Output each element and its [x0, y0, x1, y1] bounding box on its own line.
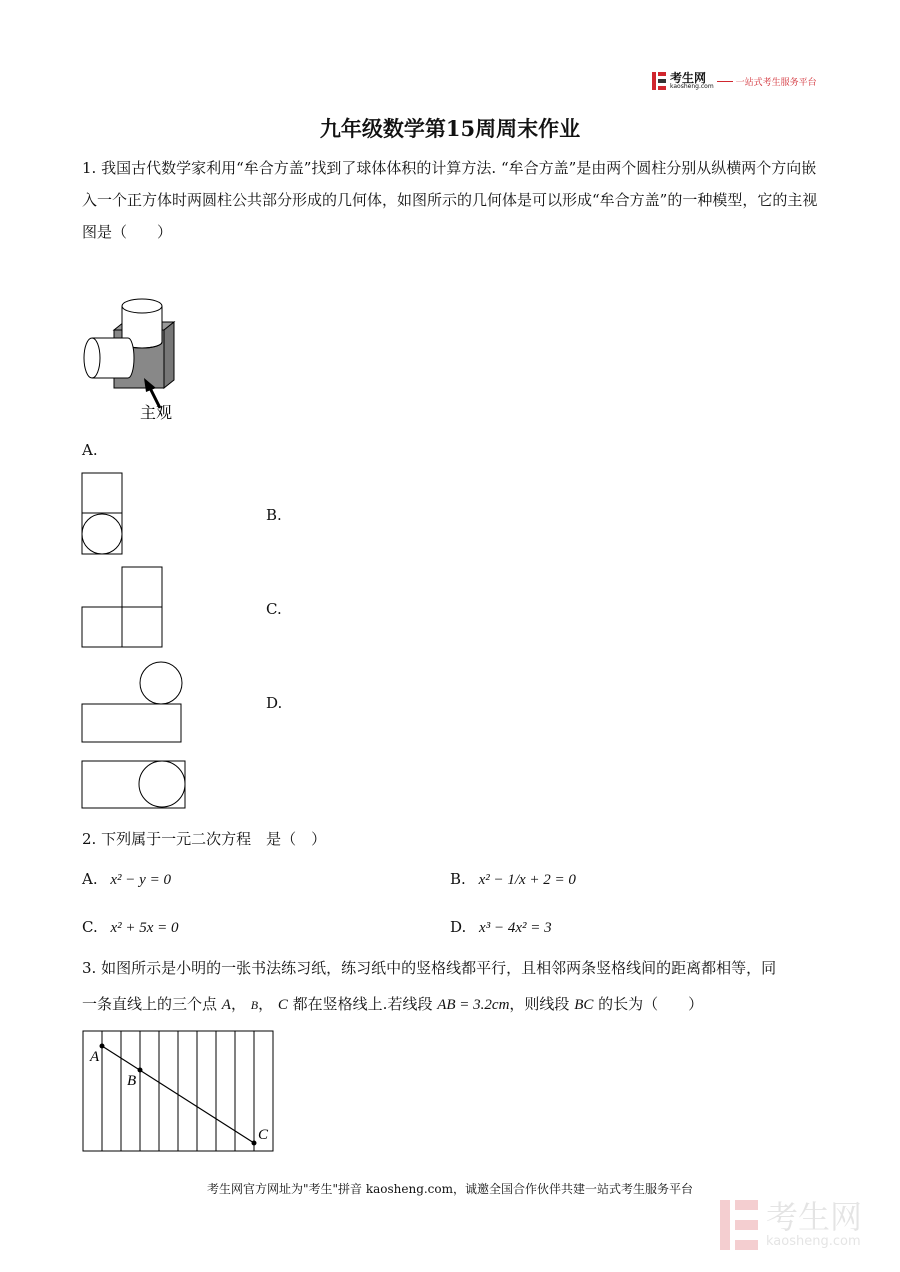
point-c-label: C [258, 1127, 269, 1143]
q2-option-a-label: A. [82, 870, 98, 888]
header-slogan: 一站式考生服务平台 [735, 77, 817, 88]
q3-point-a-inline: A [221, 997, 231, 1013]
q3-ab-expr: AB = 3.2cm [437, 997, 510, 1013]
q1-solid-figure [78, 292, 208, 427]
q2-option-a-expr: x² − y = 0 [110, 872, 171, 888]
q1-option-b-label[interactable]: B. [266, 506, 282, 524]
q3-text-part-d: 的长为（ ） [598, 995, 704, 1013]
kaosheng-logo-icon [652, 72, 666, 90]
q2-option-c[interactable] [82, 918, 179, 937]
footer-text: 考生网官方网址为"考生"拼音 kaosheng.com，诚邀全国合作伙伴共建一站式考生服务平台 [206, 1182, 694, 1196]
logo-text: 考生网 [670, 71, 707, 85]
watermark-text: 考生网 [766, 1198, 863, 1237]
question-3-text-line1: 3. 如图所示是小明的一张书法练习纸，练习纸中的竖格线都平行，且相邻两条竖格线间的距离都相等，同 [82, 959, 777, 977]
q1-option-d-figure[interactable] [81, 760, 189, 810]
q1-option-c-label[interactable]: C. [266, 600, 282, 618]
q1-option-a-label[interactable]: A. [82, 441, 98, 459]
question-3-text-line2: 一条直线上的三个点 A， B， C 都在竖格线上.若线段 AB = 3.2cm，则线段 BC 的长为（ ） [82, 995, 704, 1013]
q2-option-d[interactable] [450, 918, 552, 937]
point-b-dot [138, 1068, 143, 1073]
point-a-label: A [90, 1049, 100, 1065]
header-logo [652, 72, 817, 90]
q2-option-d-label: D. [450, 918, 467, 936]
watermark-logo [720, 1200, 862, 1250]
q3-bc-inline: BC [574, 997, 594, 1013]
q3-text-part-c: ，则线段 [509, 995, 570, 1013]
q3-text-part-a: 一条直线上的三个点 [82, 995, 218, 1013]
q3-grid-figure [82, 1030, 276, 1154]
logo-domain: kaosheng.com [670, 83, 714, 90]
view-direction-label: 主观 [140, 405, 173, 422]
q2-option-b[interactable] [450, 870, 576, 889]
point-b-label: B [127, 1073, 137, 1089]
q2-option-b-expr: x² − 1/x + 2 = 0 [478, 872, 576, 888]
point-c-dot [252, 1141, 257, 1146]
q3-text-part-b: 都在竖格线上.若线段 [292, 995, 433, 1013]
q2-option-c-expr: x² + 5x = 0 [110, 920, 179, 936]
q2-option-c-label: C. [82, 918, 98, 936]
point-a-dot [100, 1044, 105, 1049]
watermark-logo-icon [720, 1200, 758, 1250]
q1-option-c-figure[interactable] [81, 661, 185, 745]
page-title: 九年级数学第15周周末作业 [319, 116, 581, 141]
q3-point-c-inline: C [277, 997, 288, 1013]
watermark-domain: kaosheng.com [766, 1234, 861, 1250]
q3-point-b-inline: B [250, 998, 259, 1012]
q1-option-a-figure[interactable] [81, 472, 125, 556]
q2-option-b-label: B. [450, 870, 466, 888]
question-2-text: 2. 下列属于一元二次方程 是（ ） [82, 830, 327, 848]
q2-option-d-expr: x³ − 4x² = 3 [479, 920, 552, 936]
q2-option-a[interactable] [82, 870, 171, 889]
question-1-text: 1. 我国古代数学家利用“牟合方盖”找到了球体体积的计算方法. “牟合方盖”是由两个圆柱分别从纵横两个方向嵌入一个正方体时两圆柱公共部分形成的几何体，如图所示的几何体是可以形成“牟合方盖”的一种模型，它的主视图是（ ） [82, 159, 818, 241]
q1-option-d-label[interactable]: D. [266, 694, 283, 712]
q1-option-b-figure[interactable] [81, 566, 165, 650]
